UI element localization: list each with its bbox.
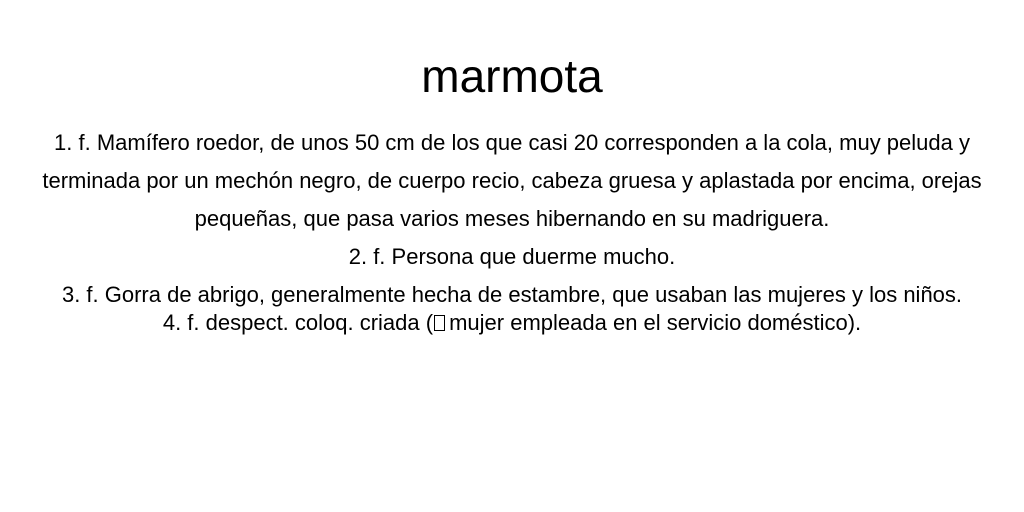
headword-title: marmota (421, 50, 603, 102)
missing-glyph-icon (434, 315, 445, 331)
definition-4-text-before: 4. f. despect. coloq. criada ( (162, 310, 434, 335)
definitions-list (40, 124, 984, 337)
definition-3: 3. f. Gorra de abrigo, generalmente hecha de estambre, que usaban las mujeres y los niños. (61, 282, 963, 307)
definition-2: 2. f. Persona que duerme mucho. (348, 244, 676, 269)
definition-1: 1. f. Mamífero roedor, de unos 50 cm de los que casi 20 corresponden a la cola, muy peluda y terminada por un mechón negro, de cuerpo recio, cabeza gruesa y aplastada por encima, orejas pequeñas, que pasa varios meses hibernando en su madriguera. (42, 130, 982, 231)
definition-4 (40, 309, 984, 337)
definition-4-text-after: mujer empleada en el servicio doméstico). (449, 310, 862, 335)
